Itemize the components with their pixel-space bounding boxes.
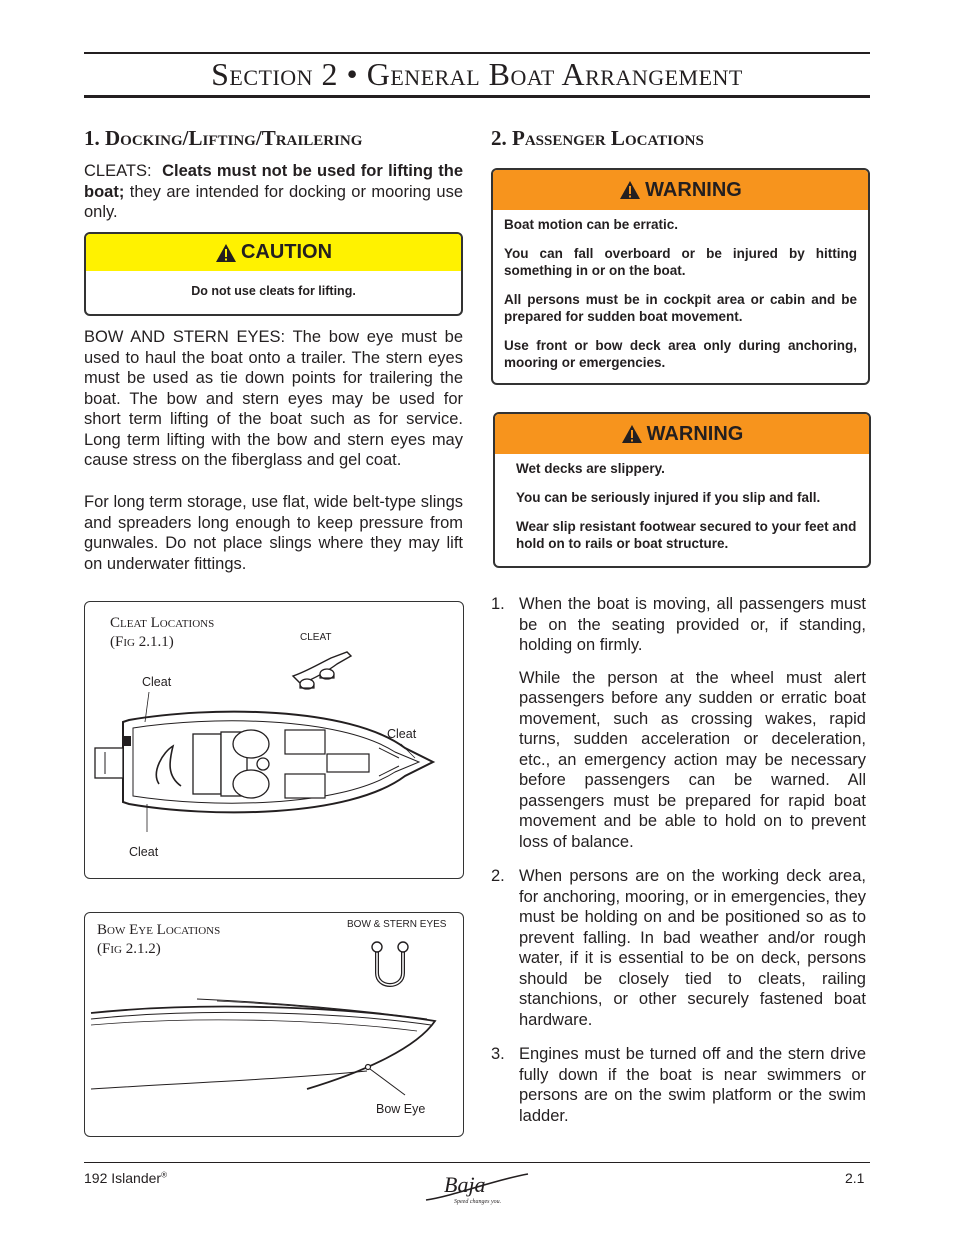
caution-header xyxy=(86,234,461,271)
warning1-line: Boat motion can be erratic. xyxy=(504,217,679,232)
footer-registered-mark: ® xyxy=(161,1170,167,1180)
fig2-caption-number: (Fig 2.1.2) xyxy=(97,941,161,957)
warning2-title: WARNING xyxy=(646,422,744,445)
warning1-title: WARNING xyxy=(645,178,742,201)
warning2-line: Wet decks are slippery. xyxy=(516,461,665,476)
warning2-line: You can be seriously injured if you slip and fall. xyxy=(516,490,821,505)
warning-box-motion xyxy=(491,168,870,385)
fig1-label-bottom: Cleat xyxy=(129,845,159,859)
warning2-header xyxy=(495,414,869,454)
warning-box-wet-decks xyxy=(493,412,871,568)
fig1-inset-label: CLEAT xyxy=(300,632,332,643)
figure-cleat-locations xyxy=(84,601,464,879)
cleat-inset-drawing xyxy=(285,644,365,694)
warning1-body xyxy=(493,210,868,371)
section2-heading: 2. Passenger Locations xyxy=(491,126,704,150)
baja-logo-text: Baja xyxy=(444,1172,486,1197)
fig1-label-top: Cleat xyxy=(142,675,172,689)
warning1-header xyxy=(493,170,868,210)
list-item-text: Engines must be turned off and the stern drive fully down if the boat is near swimmers or persons are on the swim platform or the swim ladder. xyxy=(519,1045,866,1125)
caution-title: CAUTION xyxy=(240,241,333,263)
fig2-caption xyxy=(97,921,220,959)
warning-triangle-icon xyxy=(215,243,237,263)
warning1-line: Use front or bow deck area only during anchoring, mooring or emergencies. xyxy=(504,338,857,370)
page-title: Section 2 • General Boat Arrangement xyxy=(211,56,743,92)
list-item-text: When persons are on the working deck area, for anchoring, mooring, or in emergencies, they must be holding on and be positioned so as to prevent falling. In bad weather and/or rough water, if it is essential to be on deck, persons should be closely tied to cleats, railing stanchions, or other securely fastened boat hardware. xyxy=(519,867,866,1029)
caution-text: Do not use cleats for lifting. xyxy=(191,284,356,298)
fig1-caption xyxy=(110,614,214,652)
warning-triangle-icon xyxy=(619,180,641,200)
figure-bow-eye-locations xyxy=(84,912,464,1137)
list-item xyxy=(491,594,866,852)
cleats-label: CLEATS: xyxy=(84,162,152,180)
list-item-number: 3. xyxy=(491,1045,505,1063)
bow-stern-paragraph: BOW AND STERN EYES: The bow eye must be used to haul the boat onto a trailer. The stern eyes must be used as tie down points for trailering the boat. The bow and stern eyes may be used for short term lifting of the boat such as for service. Long term lifting with the bow and stern eyes may cause stress on the fiberglass and gel coat. xyxy=(84,328,463,469)
storage-paragraph: For long term storage, use flat, wide belt-type slings and spreaders long enough to keep pressure from gunwales. Do not place slings where they may lift on underwater fittings. xyxy=(84,493,463,573)
warning1-line: All persons must be in cockpit area or cabin and be prepared for sudden boat movement. xyxy=(504,292,857,324)
warning2-body xyxy=(495,454,869,552)
boat-top-view-drawing xyxy=(89,692,441,832)
list-item-text: When the boat is moving, all passengers must be on the seating provided or, if standing, holding on firmly. xyxy=(519,595,866,654)
list-item xyxy=(491,1044,866,1126)
fig1-caption-title: Cleat Locations xyxy=(110,615,215,631)
list-item xyxy=(491,866,866,1030)
cleats-paragraph xyxy=(84,161,463,223)
section1-heading: 1. Docking/Lifting/Trailering xyxy=(84,126,363,150)
fig1-caption-number: (Fig 2.1.1) xyxy=(110,634,174,650)
footer-model-name: 192 Islander xyxy=(84,1170,162,1186)
footer-page-number: 2.1 xyxy=(845,1170,865,1186)
boat-bow-side-drawing xyxy=(87,987,439,1097)
fig2-label-bow-eye: Bow Eye xyxy=(376,1102,426,1116)
cleats-rest: they are intended for docking or mooring use only. xyxy=(84,182,463,221)
baja-logo xyxy=(424,1170,530,1206)
header-rule-bottom xyxy=(84,95,870,98)
baja-tagline: Speed changes you. xyxy=(454,1199,502,1205)
caution-box xyxy=(84,232,463,316)
warning-triangle-icon xyxy=(621,424,643,444)
list-item-text: While the person at the wheel must alert passengers before any sudden or erratic boat movement, such as crossing wakes, rapid turns, sudden acceleration or deceleration, etc., an emergency action may be necessary before passengers can be warned. All passengers must be prepared for rapid boat movement and be able to hold on to prevent loss of balance. xyxy=(519,668,866,851)
footer-model xyxy=(84,1170,167,1186)
warning2-line: Wear slip resistant footwear secured to your feet and hold on to rails or boat structure. xyxy=(516,519,857,551)
list-item-number: 1. xyxy=(491,595,505,613)
fig2-inset-label: BOW & STERN EYES xyxy=(347,919,447,930)
fig2-caption-title: Bow Eye Locations xyxy=(97,922,221,938)
passenger-list xyxy=(491,594,866,1140)
list-item-number: 2. xyxy=(491,867,505,885)
cleats-bold: Cleats must not be used for lifting the boat; xyxy=(84,162,463,201)
footer-rule xyxy=(84,1162,870,1163)
warning1-line: You can fall overboard or be injured by hitting something in or on the boat. xyxy=(504,246,857,278)
fig1-label-bow: Cleat xyxy=(387,727,417,741)
